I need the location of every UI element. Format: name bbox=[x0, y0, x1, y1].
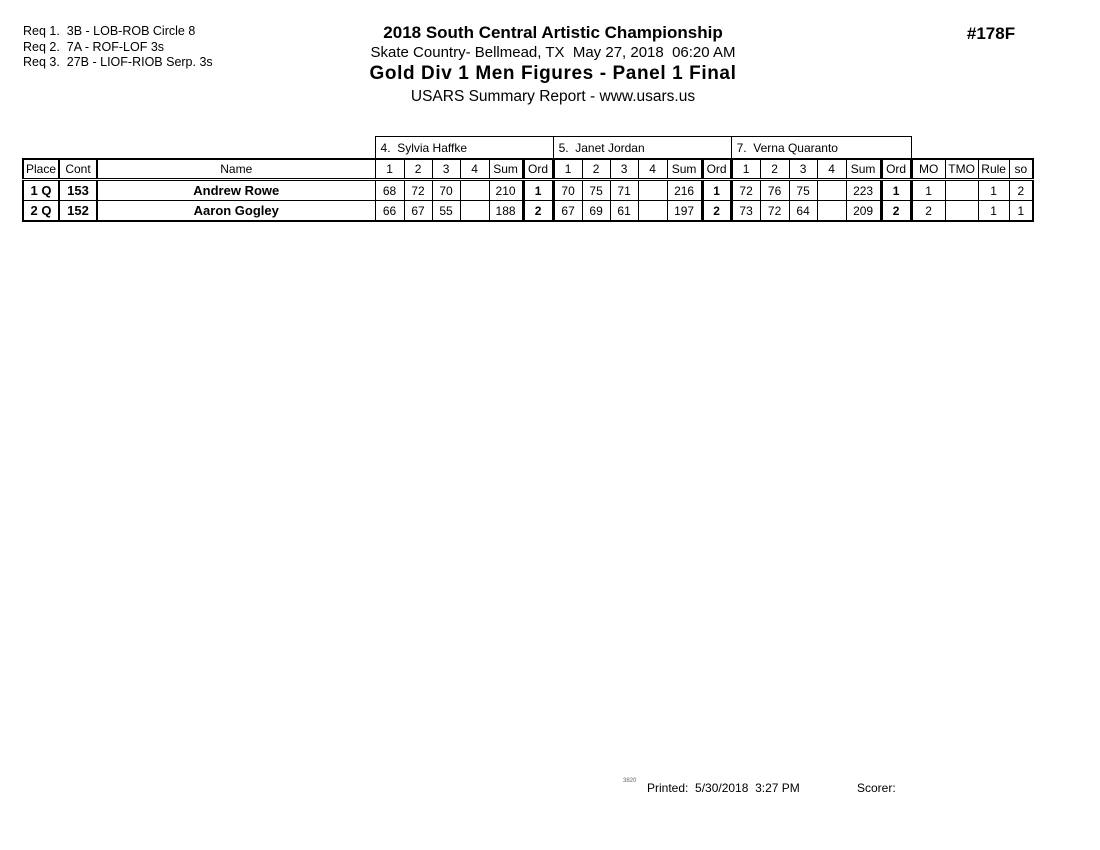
skater-name: Andrew Rowe bbox=[97, 180, 375, 201]
rule-value: 1 bbox=[978, 180, 1009, 201]
requirement-line-3: Req 3. 27B - LIOF-RIOB Serp. 3s bbox=[23, 55, 213, 69]
requirement-line-1: Req 1. 3B - LOB-ROB Circle 8 bbox=[23, 24, 196, 38]
j2-sum: 197 bbox=[667, 201, 702, 222]
skater-name: Aaron Gogley bbox=[97, 201, 375, 222]
total-majority-ordinal bbox=[945, 201, 978, 222]
header-j3-sum: Sum bbox=[846, 159, 881, 180]
j1-score-1: 66 bbox=[375, 201, 404, 222]
header-j3-s1: 1 bbox=[731, 159, 760, 180]
header-j1-s1: 1 bbox=[375, 159, 404, 180]
j3-score-4 bbox=[817, 180, 846, 201]
j2-ordinal: 1 bbox=[702, 180, 731, 201]
results-table bbox=[22, 136, 1034, 222]
contestant-number: 152 bbox=[59, 201, 97, 222]
judge-row-spacer-left bbox=[23, 137, 375, 160]
j3-score-1: 72 bbox=[731, 180, 760, 201]
j1-sum: 210 bbox=[489, 180, 523, 201]
so-value: 1 bbox=[1009, 201, 1033, 222]
so-value: 2 bbox=[1009, 180, 1033, 201]
header-tmo: TMO bbox=[945, 159, 978, 180]
scorer-label: Scorer: bbox=[857, 781, 896, 795]
j1-sum: 188 bbox=[489, 201, 523, 222]
title-block bbox=[235, 22, 871, 107]
j1-ordinal: 1 bbox=[523, 180, 553, 201]
j2-sum: 216 bbox=[667, 180, 702, 201]
header-name: Name bbox=[97, 159, 375, 180]
header-place: Place bbox=[23, 159, 59, 180]
header-j2-s2: 2 bbox=[582, 159, 610, 180]
j1-score-3: 55 bbox=[432, 201, 460, 222]
majority-ordinal: 2 bbox=[911, 201, 945, 222]
j1-score-4 bbox=[460, 180, 489, 201]
judge-name-3: 7. Verna Quaranto bbox=[731, 137, 911, 160]
header-j2-s1: 1 bbox=[553, 159, 582, 180]
header-j1-s2: 2 bbox=[404, 159, 432, 180]
requirements-block bbox=[23, 24, 213, 71]
header-cont: Cont bbox=[59, 159, 97, 180]
event-title: 2018 South Central Artistic Championship bbox=[383, 23, 723, 42]
j2-score-1: 67 bbox=[553, 201, 582, 222]
j3-sum: 223 bbox=[846, 180, 881, 201]
j2-score-4 bbox=[638, 201, 667, 222]
header-j2-s4: 4 bbox=[638, 159, 667, 180]
result-row bbox=[23, 180, 1033, 201]
j2-score-2: 75 bbox=[582, 180, 610, 201]
j1-score-3: 70 bbox=[432, 180, 460, 201]
header-j1-s3: 3 bbox=[432, 159, 460, 180]
event-number: #178F bbox=[966, 24, 1016, 43]
j3-score-3: 75 bbox=[789, 180, 817, 201]
j3-ordinal: 1 bbox=[881, 180, 911, 201]
header-j2-ord: Ord bbox=[702, 159, 731, 180]
j2-score-4 bbox=[638, 180, 667, 201]
header-j1-s4: 4 bbox=[460, 159, 489, 180]
j2-score-1: 70 bbox=[553, 180, 582, 201]
j1-ordinal: 2 bbox=[523, 201, 553, 222]
header-j3-s3: 3 bbox=[789, 159, 817, 180]
majority-ordinal: 1 bbox=[911, 180, 945, 201]
header-mo: MO bbox=[911, 159, 945, 180]
header-j2-s3: 3 bbox=[610, 159, 638, 180]
j1-score-1: 68 bbox=[375, 180, 404, 201]
j1-score-4 bbox=[460, 201, 489, 222]
place-value: 1 Q bbox=[23, 180, 59, 201]
header-j2-sum: Sum bbox=[667, 159, 702, 180]
j2-score-3: 71 bbox=[610, 180, 638, 201]
division-title: Gold Div 1 Men Figures - Panel 1 Final bbox=[369, 63, 737, 84]
j3-sum: 209 bbox=[846, 201, 881, 222]
j3-score-3: 64 bbox=[789, 201, 817, 222]
report-type-line: USARS Summary Report - www.usars.us bbox=[410, 88, 696, 105]
j2-score-3: 61 bbox=[610, 201, 638, 222]
j3-score-4 bbox=[817, 201, 846, 222]
j3-score-1: 73 bbox=[731, 201, 760, 222]
header-j3-ord: Ord bbox=[881, 159, 911, 180]
j1-score-2: 67 bbox=[404, 201, 432, 222]
judge-name-1: 4. Sylvia Haffke bbox=[375, 137, 553, 160]
column-header-row bbox=[23, 159, 1033, 180]
printed-timestamp: Printed: 5/30/2018 3:27 PM bbox=[647, 781, 800, 795]
j3-score-2: 76 bbox=[760, 180, 789, 201]
header-so: so bbox=[1009, 159, 1033, 180]
j3-score-2: 72 bbox=[760, 201, 789, 222]
header-j3-s4: 4 bbox=[817, 159, 846, 180]
header-rule: Rule bbox=[978, 159, 1009, 180]
place-value: 2 Q bbox=[23, 201, 59, 222]
judge-row-spacer-right bbox=[911, 137, 1033, 160]
venue-date-line: Skate Country- Bellmead, TX May 27, 2018 06:20 AM bbox=[370, 44, 736, 61]
header-j3-s2: 2 bbox=[760, 159, 789, 180]
header-j1-sum: Sum bbox=[489, 159, 523, 180]
contestant-number: 153 bbox=[59, 180, 97, 201]
total-majority-ordinal bbox=[945, 180, 978, 201]
header-j1-ord: Ord bbox=[523, 159, 553, 180]
result-row bbox=[23, 201, 1033, 222]
j3-ordinal: 2 bbox=[881, 201, 911, 222]
judge-header-row bbox=[23, 137, 1033, 160]
rule-value: 1 bbox=[978, 201, 1009, 222]
j2-score-2: 69 bbox=[582, 201, 610, 222]
job-number: 3820 bbox=[623, 778, 637, 784]
judge-name-2: 5. Janet Jordan bbox=[553, 137, 731, 160]
j2-ordinal: 2 bbox=[702, 201, 731, 222]
j1-score-2: 72 bbox=[404, 180, 432, 201]
requirement-line-2: Req 2. 7A - ROF-LOF 3s bbox=[23, 39, 165, 54]
